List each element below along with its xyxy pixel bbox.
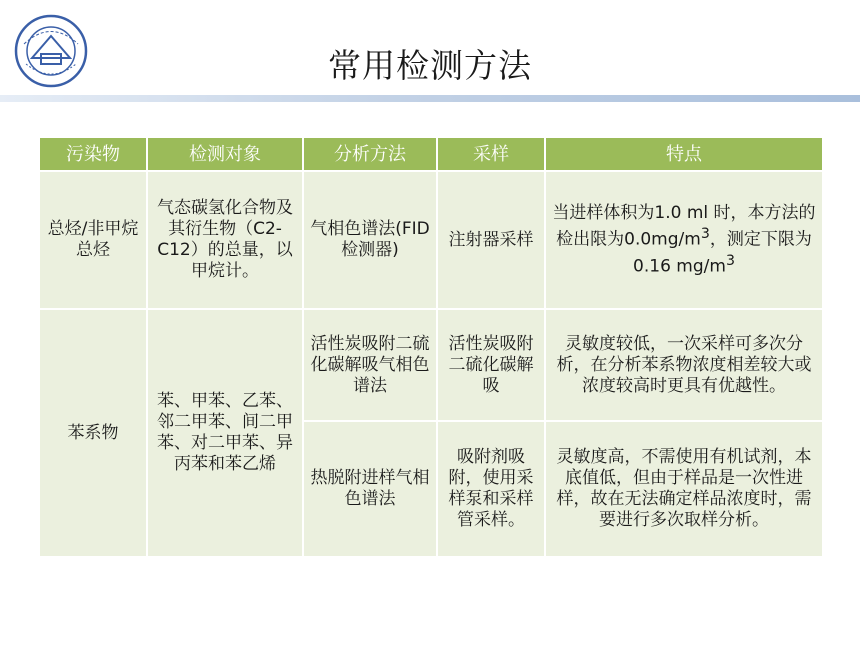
cell-method: 热脱附进样气相色谱法: [303, 421, 437, 557]
cell-method: 活性炭吸附二硫化碳解吸气相色谱法: [303, 309, 437, 421]
cell-sampling: 吸附剂吸附，使用采样泵和采样管采样。: [437, 421, 545, 557]
header-pollutant: 污染物: [39, 137, 147, 171]
header-sampling: 采样: [437, 137, 545, 171]
slide-title: 常用检测方法: [328, 46, 532, 85]
feature-superscript-1: 3: [700, 225, 710, 242]
header-target: 检测对象: [147, 137, 303, 171]
header-method: 分析方法: [303, 137, 437, 171]
detection-methods-table: [38, 136, 824, 558]
cell-pollutant: 苯系物: [39, 309, 147, 557]
cell-feature: 灵敏度较低，一次采样可多次分析，在分析苯系物浓度相差较大或浓度较高时更具有优越性。: [545, 309, 823, 421]
cell-pollutant: 总烃/非甲烷总烃: [39, 171, 147, 309]
cell-feature: [545, 171, 823, 309]
cell-method: 气相色谱法(FID检测器): [303, 171, 437, 309]
feature-text-b: ，测定下限为0.16 mg/m: [633, 229, 812, 277]
feature-text-a: 当进样体积为1.0 ml 时，本方法的检出限为0.0mg/m: [552, 202, 816, 250]
table-row: [39, 309, 823, 421]
table-header-row: [39, 137, 823, 171]
cell-target: 苯、甲苯、乙苯、邻二甲苯、间二甲苯、对二甲苯、异丙苯和苯乙烯: [147, 309, 303, 557]
feature-superscript-2: 3: [725, 252, 735, 269]
title-divider-bar: [0, 95, 860, 102]
header-feature: 特点: [545, 137, 823, 171]
table-row: [39, 171, 823, 309]
cell-feature: 灵敏度高，不需使用有机试剂，本底值低，但由于样品是一次性进样，故在无法确定样品浓度时，需要进行多次取样分析。: [545, 421, 823, 557]
cell-sampling: 活性炭吸附二硫化碳解吸: [437, 309, 545, 421]
cell-target: 气态碳氢化合物及其衍生物（C2-C12）的总量，以甲烷计。: [147, 171, 303, 309]
cell-sampling: 注射器采样: [437, 171, 545, 309]
